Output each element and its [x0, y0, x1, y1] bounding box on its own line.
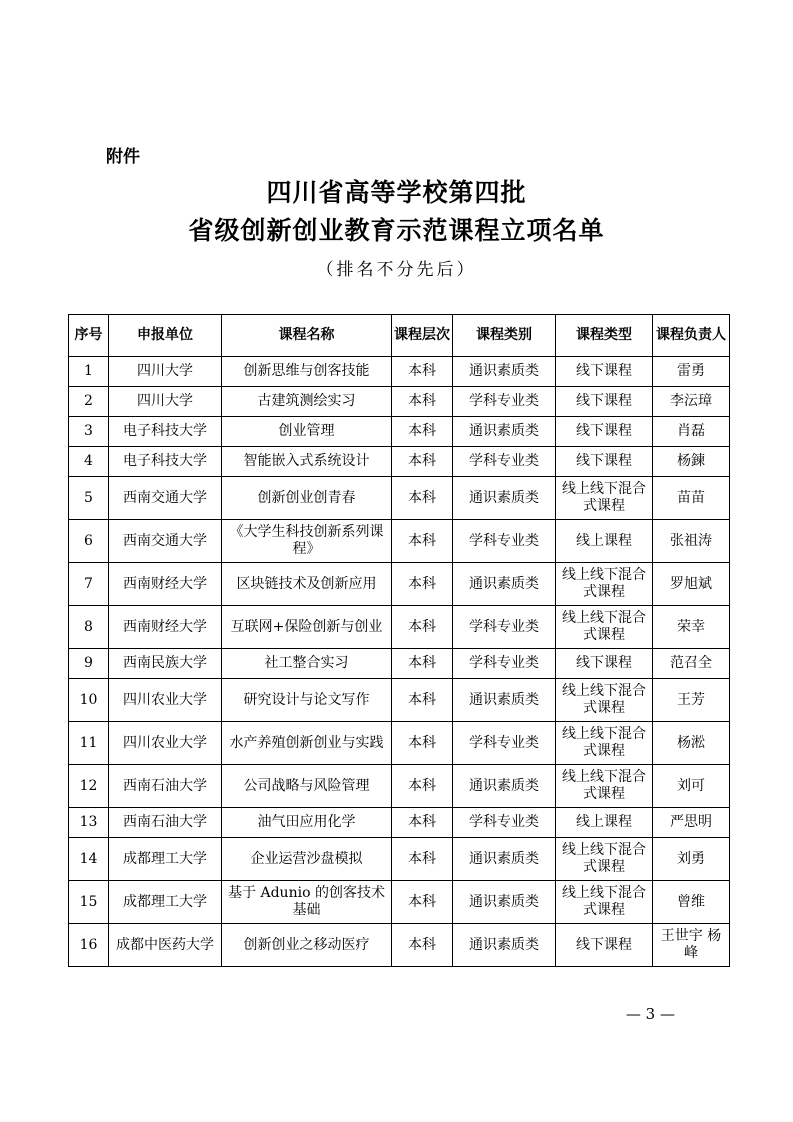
cell-course: 创新思维与创客技能: [222, 357, 392, 387]
cell-type: 线上线下混合式课程: [556, 563, 653, 606]
cell-category: 通识素质类: [453, 417, 556, 447]
cell-level: 本科: [392, 387, 453, 417]
table-row: [69, 387, 730, 417]
cell-no: 16: [69, 924, 109, 967]
cell-leader: 刘勇: [653, 838, 730, 881]
table-row: [69, 447, 730, 477]
attachment-label: 附件: [106, 147, 140, 167]
cell-leader: 范召全: [653, 649, 730, 679]
cell-category: 学科专业类: [453, 387, 556, 417]
cell-category: 学科专业类: [453, 808, 556, 838]
cell-category: 通识素质类: [453, 563, 556, 606]
cell-level: 本科: [392, 808, 453, 838]
cell-course: 创业管理: [222, 417, 392, 447]
document-subtitle: （排名不分先后）: [316, 260, 477, 280]
cell-unit: 四川农业大学: [109, 679, 222, 722]
cell-leader: 雷勇: [653, 357, 730, 387]
table-row: [69, 924, 730, 967]
table-row: [69, 765, 730, 808]
table-row: [69, 520, 730, 563]
header-course: 课程名称: [222, 315, 392, 357]
header-leader: 课程负责人: [653, 315, 730, 357]
cell-unit: 西南石油大学: [109, 808, 222, 838]
cell-unit: 西南财经大学: [109, 606, 222, 649]
cell-course: 智能嵌入式系统设计: [222, 447, 392, 477]
cell-type: 线上线下混合式课程: [556, 765, 653, 808]
table-row: [69, 417, 730, 447]
cell-unit: 电子科技大学: [109, 417, 222, 447]
cell-no: 15: [69, 881, 109, 924]
cell-type: 线上线下混合式课程: [556, 838, 653, 881]
cell-level: 本科: [392, 606, 453, 649]
cell-course: 水产养殖创新创业与实践: [222, 722, 392, 765]
cell-category: 学科专业类: [453, 447, 556, 477]
cell-no: 7: [69, 563, 109, 606]
cell-unit: 西南交通大学: [109, 520, 222, 563]
cell-unit: 西南石油大学: [109, 765, 222, 808]
cell-category: 学科专业类: [453, 722, 556, 765]
cell-no: 3: [69, 417, 109, 447]
cell-type: 线上线下混合式课程: [556, 679, 653, 722]
table-row: [69, 881, 730, 924]
cell-no: 11: [69, 722, 109, 765]
cell-unit: 西南民族大学: [109, 649, 222, 679]
cell-unit: 成都理工大学: [109, 881, 222, 924]
header-category: 课程类别: [453, 315, 556, 357]
header-no: 序号: [69, 315, 109, 357]
cell-no: 13: [69, 808, 109, 838]
cell-unit: 四川农业大学: [109, 722, 222, 765]
table-row: [69, 477, 730, 520]
cell-type: 线下课程: [556, 417, 653, 447]
cell-leader: 杨鍊: [653, 447, 730, 477]
cell-leader: 荣幸: [653, 606, 730, 649]
cell-level: 本科: [392, 679, 453, 722]
table-row: [69, 357, 730, 387]
table-row: [69, 606, 730, 649]
cell-leader: 刘可: [653, 765, 730, 808]
cell-course: 公司战略与风险管理: [222, 765, 392, 808]
cell-no: 10: [69, 679, 109, 722]
page-number: — 3 —: [625, 1005, 675, 1023]
cell-level: 本科: [392, 563, 453, 606]
cell-no: 1: [69, 357, 109, 387]
cell-course: 社工整合实习: [222, 649, 392, 679]
cell-category: 学科专业类: [453, 649, 556, 679]
cell-leader: 王芳: [653, 679, 730, 722]
course-list-table: [68, 314, 730, 967]
cell-category: 通识素质类: [453, 477, 556, 520]
cell-course: 企业运营沙盘模拟: [222, 838, 392, 881]
cell-course: 《大学生科技创新系列课程》: [222, 520, 392, 563]
table-row: [69, 563, 730, 606]
cell-type: 线下课程: [556, 387, 653, 417]
cell-unit: 西南财经大学: [109, 563, 222, 606]
cell-leader: 曾维: [653, 881, 730, 924]
cell-category: 学科专业类: [453, 520, 556, 563]
header-type: 课程类型: [556, 315, 653, 357]
cell-unit: 成都中医药大学: [109, 924, 222, 967]
cell-course: 基于 Adunio 的创客技术基础: [222, 881, 392, 924]
cell-unit: 电子科技大学: [109, 447, 222, 477]
cell-type: 线下课程: [556, 357, 653, 387]
cell-course: 研究设计与论文写作: [222, 679, 392, 722]
table-header-row: [69, 315, 730, 357]
cell-type: 线下课程: [556, 447, 653, 477]
cell-unit: 四川大学: [109, 387, 222, 417]
header-level: 课程层次: [392, 315, 453, 357]
cell-level: 本科: [392, 520, 453, 563]
cell-level: 本科: [392, 838, 453, 881]
cell-course: 古建筑测绘实习: [222, 387, 392, 417]
table-row: [69, 808, 730, 838]
cell-category: 通识素质类: [453, 838, 556, 881]
header-unit: 申报单位: [109, 315, 222, 357]
cell-course: 互联网+保险创新与创业: [222, 606, 392, 649]
cell-no: 4: [69, 447, 109, 477]
table-row: [69, 838, 730, 881]
table-row: [69, 649, 730, 679]
cell-no: 5: [69, 477, 109, 520]
cell-leader: 张祖涛: [653, 520, 730, 563]
cell-type: 线上线下混合式课程: [556, 477, 653, 520]
cell-type: 线上线下混合式课程: [556, 722, 653, 765]
cell-level: 本科: [392, 881, 453, 924]
cell-level: 本科: [392, 924, 453, 967]
cell-no: 9: [69, 649, 109, 679]
cell-level: 本科: [392, 722, 453, 765]
cell-level: 本科: [392, 477, 453, 520]
cell-type: 线上线下混合式课程: [556, 881, 653, 924]
cell-leader: 苗苗: [653, 477, 730, 520]
cell-category: 通识素质类: [453, 924, 556, 967]
cell-leader: 严思明: [653, 808, 730, 838]
cell-no: 2: [69, 387, 109, 417]
cell-level: 本科: [392, 765, 453, 808]
cell-category: 学科专业类: [453, 606, 556, 649]
cell-type: 线下课程: [556, 924, 653, 967]
cell-unit: 西南交通大学: [109, 477, 222, 520]
cell-level: 本科: [392, 417, 453, 447]
cell-course: 区块链技术及创新应用: [222, 563, 392, 606]
cell-leader: 李沄璋: [653, 387, 730, 417]
document-title-line2: 省级创新创业教育示范课程立项名单: [188, 216, 605, 245]
cell-no: 12: [69, 765, 109, 808]
cell-level: 本科: [392, 447, 453, 477]
cell-leader: 罗旭斌: [653, 563, 730, 606]
cell-category: 通识素质类: [453, 765, 556, 808]
cell-unit: 四川大学: [109, 357, 222, 387]
cell-type: 线上课程: [556, 520, 653, 563]
document-title-line1: 四川省高等学校第四批: [266, 178, 527, 207]
cell-no: 14: [69, 838, 109, 881]
table-row: [69, 722, 730, 765]
cell-course: 创新创业之移动医疗: [222, 924, 392, 967]
cell-level: 本科: [392, 357, 453, 387]
cell-type: 线上线下混合式课程: [556, 606, 653, 649]
cell-level: 本科: [392, 649, 453, 679]
table-row: [69, 679, 730, 722]
cell-type: 线下课程: [556, 649, 653, 679]
cell-no: 6: [69, 520, 109, 563]
cell-course: 油气田应用化学: [222, 808, 392, 838]
cell-unit: 成都理工大学: [109, 838, 222, 881]
cell-type: 线上课程: [556, 808, 653, 838]
table-body: [69, 357, 730, 967]
cell-leader: 王世宇 杨峰: [653, 924, 730, 967]
cell-leader: 杨淞: [653, 722, 730, 765]
cell-category: 通识素质类: [453, 679, 556, 722]
cell-no: 8: [69, 606, 109, 649]
cell-category: 通识素质类: [453, 881, 556, 924]
cell-leader: 肖磊: [653, 417, 730, 447]
cell-course: 创新创业创青春: [222, 477, 392, 520]
cell-category: 通识素质类: [453, 357, 556, 387]
